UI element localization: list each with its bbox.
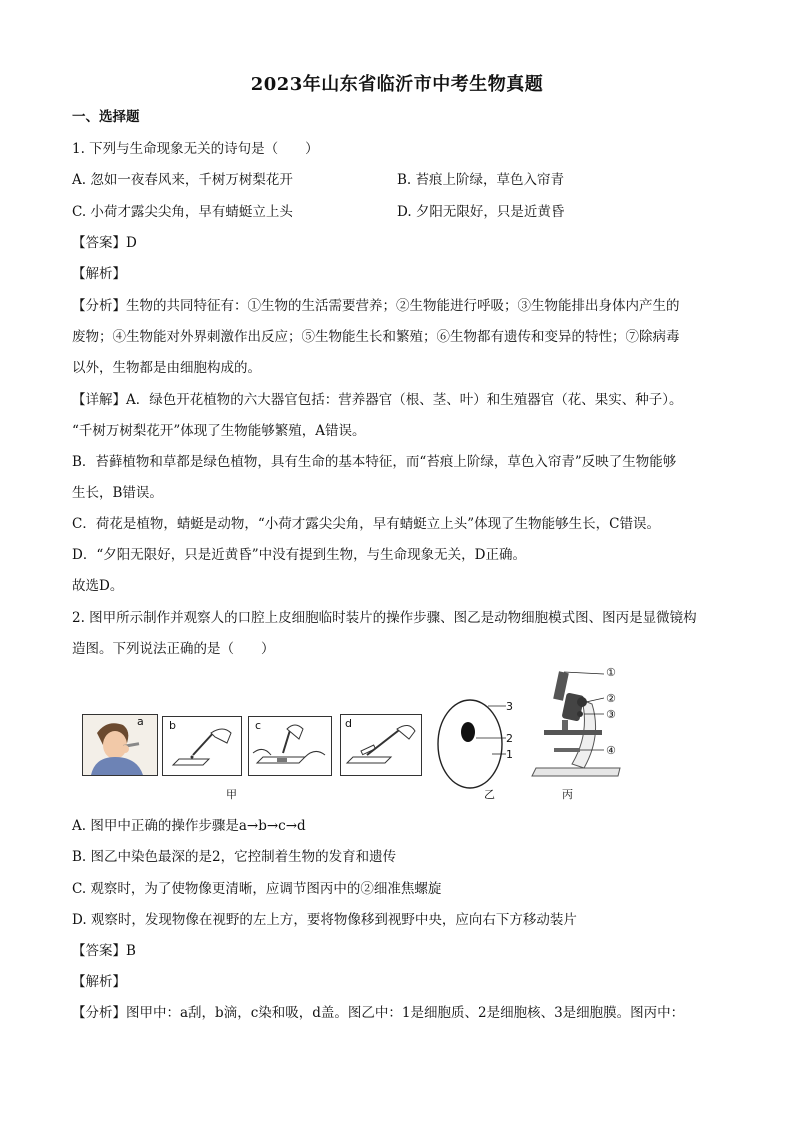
figure-panel-c — [248, 716, 332, 776]
panel-letter-d: d — [345, 717, 352, 730]
q1-xiangjie-line: 【详解】A．绿色开花植物的六大器官包括：营养器官（根、茎、叶）和生殖器官（花、果实、种子）。 — [72, 392, 683, 408]
cell-label-3: 3 — [506, 700, 513, 713]
q2-analysis-label: 【解析】 — [72, 974, 126, 990]
panel-letter-c: c — [255, 719, 262, 732]
q1-xiangjie-line: “千树万树梨花开”体现了生物能够繁殖，A错误。 — [72, 423, 366, 439]
panel-letter-b: b — [169, 719, 176, 732]
figure-label-yi: 乙 — [484, 788, 495, 801]
q1-stem: 1. 下列与生命现象无关的诗句是（ ） — [72, 141, 319, 157]
scope-label-4: ④ — [606, 744, 616, 757]
coverslip-illustration — [341, 715, 421, 775]
q2-option-a: A. 图甲中正确的操作步骤是a→b→c→d — [72, 818, 306, 834]
q2-option-d: D. 观察时，发现物像在视野的左上方，要将物像移到视野中央，应向右下方移动装片 — [72, 912, 577, 928]
q2-figure — [80, 664, 720, 804]
page-title: 2023年山东省临沂市中考生物真题 — [250, 74, 544, 95]
q2-answer: 【答案】B — [72, 943, 136, 959]
cell-label-1: 1 — [506, 748, 513, 761]
q1-xiangjie-line: 生长，B错误。 — [72, 485, 163, 501]
q1-fenxi-line: 【分析】生物的共同特征有：①生物的生活需要营养；②生物能进行呼吸；③生物能排出身体内产生的 — [72, 298, 680, 314]
q1-option-c: C. 小荷才露尖尖角，早有蜻蜓立上头 — [72, 204, 293, 220]
q1-answer: 【答案】D — [72, 235, 137, 251]
q1-option-d: D. 夕阳无限好，只是近黄昏 — [397, 204, 565, 220]
section-heading: 一、选择题 — [72, 109, 140, 125]
q1-option-b: B. 苔痕上阶绿，草色入帘青 — [397, 172, 565, 188]
microscope-diagram — [528, 664, 638, 782]
figure-panel-a — [82, 714, 158, 776]
figure-label-bing: 丙 — [562, 788, 573, 801]
scope-label-2: ② — [606, 692, 616, 705]
scope-label-3: ③ — [606, 708, 616, 721]
q1-fenxi-line: 废物；④生物能对外界刺激作出反应；⑤生物能生长和繁殖；⑥生物都有遗传和变异的特性；⑦除病毒 — [72, 329, 680, 345]
q2-option-b: B. 图乙中染色最深的是2，它控制着生物的发育和遗传 — [72, 849, 397, 865]
figure-panel-d — [340, 714, 422, 776]
q2-fenxi-line: 【分析】图甲中：a刮，b滴，c染和吸，d盖。图乙中：1是细胞质、2是细胞核、3是细胞膜。图丙中： — [72, 1005, 685, 1021]
q1-xiangjie-line: B．苔藓植物和草都是绿色植物，具有生命的基本特征，而“苔痕上阶绿，草色入帘青”反映了生物能够 — [72, 454, 677, 470]
scope-label-1: ① — [606, 666, 616, 679]
q1-fenxi-line: 以外，生物都是由细胞构成的。 — [72, 360, 261, 376]
q1-analysis-label: 【解析】 — [72, 266, 126, 282]
q1-option-a: A. 忽如一夜春风来，千树万树梨花开 — [72, 172, 293, 188]
q2-stem-line: 2. 图甲所示制作并观察人的口腔上皮细胞临时装片的操作步骤、图乙是动物细胞模式图、图丙是显微镜构 — [72, 610, 697, 626]
figure-panel-b — [162, 716, 242, 776]
q1-xiangjie-line: 故选D。 — [72, 578, 124, 594]
q1-xiangjie-line: D．“夕阳无限好，只是近黄昏”中没有提到生物，与生命现象无关，D正确。 — [72, 547, 526, 563]
figure-label-jia: 甲 — [226, 788, 237, 801]
cell-label-2: 2 — [506, 732, 513, 745]
q1-xiangjie-line: C．荷花是植物，蜻蜓是动物，“小荷才露尖尖角，早有蜻蜓立上头”体现了生物能够生长，C错误。 — [72, 516, 660, 532]
q2-stem-line: 造图。下列说法正确的是（ ） — [72, 641, 275, 657]
staining-illustration — [249, 717, 331, 775]
panel-letter-a: a — [137, 715, 144, 728]
person-scraping-illustration — [83, 715, 157, 775]
q2-option-c: C. 观察时，为了使物像更清晰，应调节图丙中的②细准焦螺旋 — [72, 881, 442, 897]
